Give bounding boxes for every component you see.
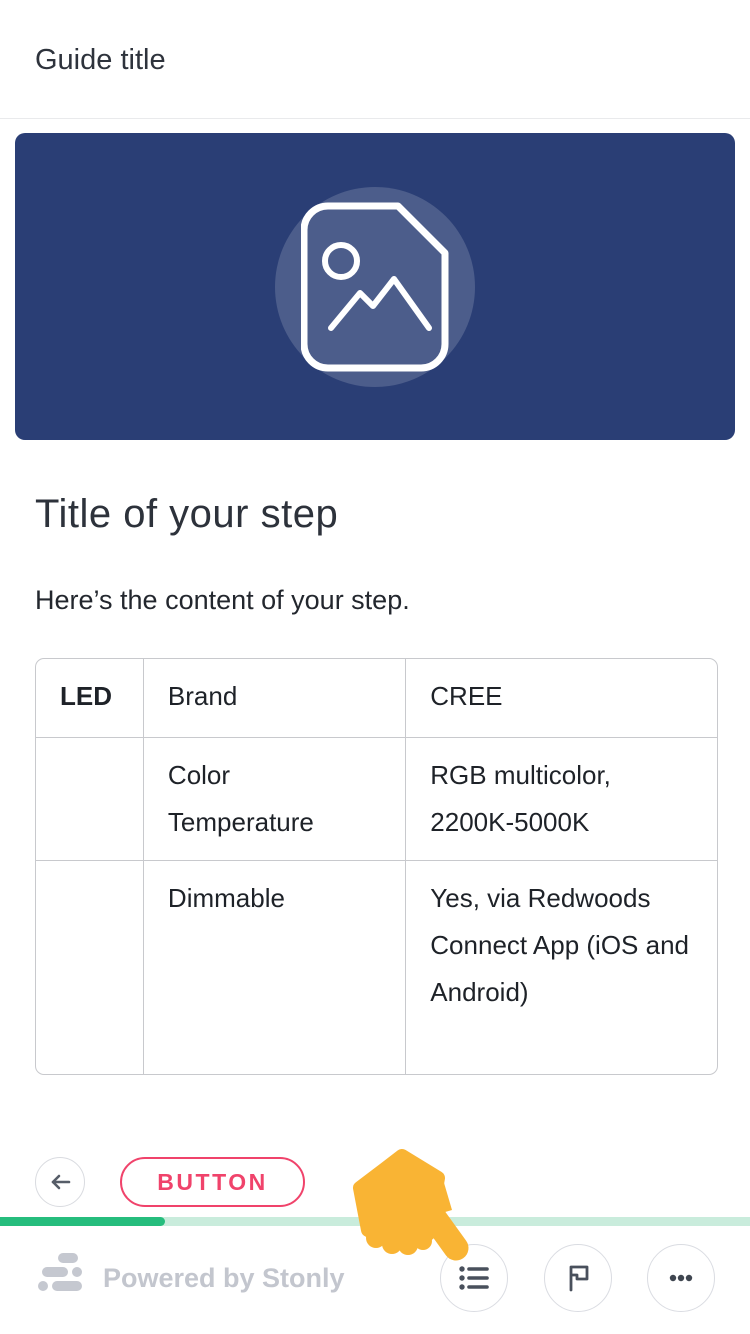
spec-table bbox=[35, 658, 718, 1075]
choice-button[interactable]: BUTTON bbox=[120, 1157, 305, 1207]
table-cell: LED bbox=[36, 659, 144, 738]
flag-icon bbox=[560, 1260, 596, 1296]
table-row bbox=[36, 861, 717, 1074]
table-cell: CREE bbox=[406, 659, 717, 738]
table-cell: Dimmable bbox=[144, 861, 406, 1074]
report-flag-button[interactable] bbox=[544, 1244, 612, 1312]
guide-header bbox=[0, 0, 750, 119]
progress-fill bbox=[0, 1217, 165, 1226]
table-cell bbox=[36, 738, 144, 861]
image-placeholder-icon bbox=[301, 202, 449, 372]
guide-title: Guide title bbox=[35, 44, 166, 76]
step-media-banner bbox=[15, 133, 735, 440]
step-body: Here’s the content of your step. bbox=[35, 585, 410, 615]
table-cell bbox=[36, 861, 144, 1074]
table-cell: Color Temperature bbox=[144, 738, 406, 861]
more-options-button[interactable] bbox=[647, 1244, 715, 1312]
table-row bbox=[36, 738, 717, 861]
table-cell: Brand bbox=[144, 659, 406, 738]
ellipsis-icon bbox=[663, 1260, 699, 1296]
progress-bar bbox=[0, 1217, 750, 1226]
table-row bbox=[36, 659, 717, 738]
powered-by-stonly-link[interactable]: Powered by Stonly bbox=[103, 1263, 345, 1293]
back-button[interactable] bbox=[35, 1157, 85, 1207]
list-icon bbox=[456, 1260, 492, 1296]
arrow-left-icon bbox=[45, 1167, 75, 1197]
stonly-logo-icon bbox=[38, 1253, 88, 1301]
table-of-contents-button[interactable] bbox=[440, 1244, 508, 1312]
table-cell: Yes, via Redwoods Connect App (iOS and Android) bbox=[430, 883, 689, 1007]
step-title: Title of your step bbox=[35, 492, 339, 536]
table-cell: RGB multicolor, 2200K-5000K bbox=[406, 738, 717, 861]
